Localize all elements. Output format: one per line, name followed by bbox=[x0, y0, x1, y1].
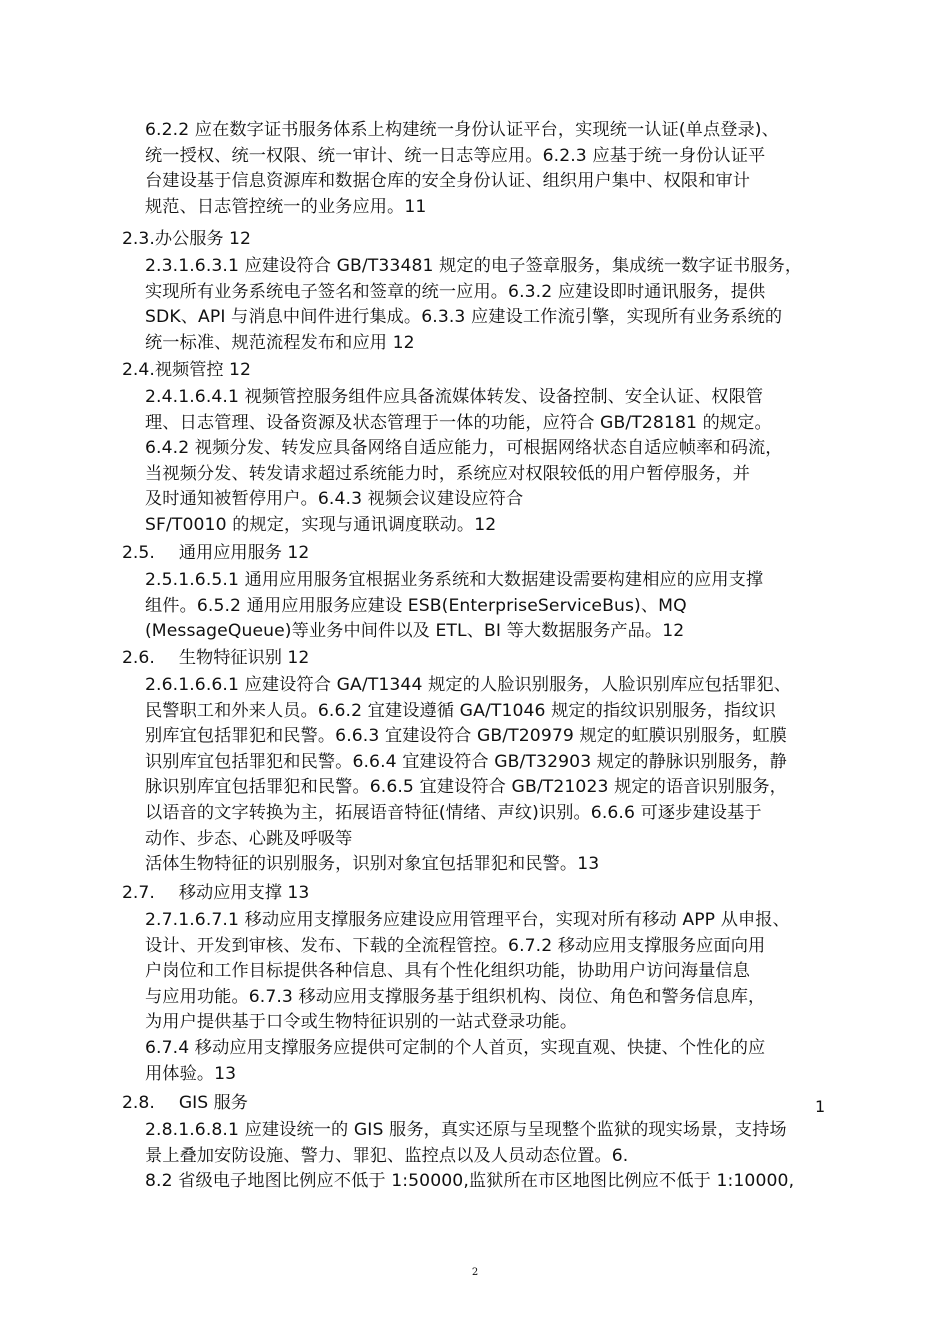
heading-number: 2.3. bbox=[122, 229, 155, 249]
text-line: SDK、API 与消息中间件进行集成。6.3.3 应建设工作流引擎，实现所有业务系统的 bbox=[145, 307, 783, 328]
text-line: (MessageQueue)等业务中间件以及 ETL、BI 等大数据服务产品。12 bbox=[145, 621, 685, 642]
heading-title: GIS 服务 bbox=[178, 1093, 248, 1113]
heading-title: 办公服务 12 bbox=[154, 229, 251, 249]
paragraph-2-7-1 bbox=[145, 908, 880, 1087]
paragraph-2-3-1 bbox=[145, 254, 880, 356]
text-line: 当视频分发、转发请求超过系统能力时，系统应对权限较低的用户暂停服务，并 bbox=[145, 463, 751, 484]
heading-number: 2.7. bbox=[122, 883, 155, 903]
text-line: 2.4.1.6.4.1 视频管控服务组件应具备流媒体转发、设备控制、安全认证、权限管 bbox=[145, 387, 764, 407]
text-line: 实现所有业务系统电子签名和签章的统一应用。6.3.2 应建设即时通讯服务，提供 bbox=[145, 281, 766, 302]
text-line: 用体验。13 bbox=[145, 1063, 237, 1084]
text-line: 统一授权、统一权限、统一审计、统一日志等应用。6.2.3 应基于统一身份认证平 bbox=[145, 145, 766, 166]
text-line: 规范、日志管控统一的业务应用。11 bbox=[145, 196, 427, 217]
text-line: 2.8.1.6.8.1 应建设统一的 GIS 服务，真实还原与呈现整个监狱的现实场景，支持场 bbox=[145, 1120, 787, 1140]
paragraph-2-6-1 bbox=[145, 673, 880, 878]
page-number: 2 bbox=[471, 1267, 479, 1278]
text-line: 民警职工和外来人员。6.6.2 宜建设遵循 GA/T1046 规定的指纹识别服务，指纹识 bbox=[145, 700, 776, 721]
text-line: 景上叠加安防设施、警力、罪犯、监控点以及人员动态位置。6. bbox=[145, 1145, 629, 1166]
heading-number: 2.5. bbox=[122, 543, 155, 563]
text-line: SF/T0010 的规定，实现与通讯调度联动。12 bbox=[145, 514, 497, 535]
text-line: 脉识别库宜包括罪犯和民警。6.6.5 宜建设符合 GB/T21023 规定的语音识别服务， bbox=[145, 777, 787, 798]
heading-2-6 bbox=[122, 646, 309, 672]
paragraph-2-4-1 bbox=[145, 385, 880, 539]
heading-title: 视频管控 12 bbox=[154, 360, 251, 380]
text-line: 6.4.2 视频分发、转发应具备网络自适应能力，可根据网络状态自适应帧率和码流， bbox=[145, 438, 783, 459]
text-line: 动作、步态、心跳及呼吸等 bbox=[145, 828, 353, 849]
text-line: 2.5.1.6.5.1 通用应用服务宜根据业务系统和大数据建设需要构建相应的应用支撑 bbox=[145, 570, 764, 590]
paragraph-2-8-1 bbox=[145, 1118, 880, 1195]
text-line: 2.7.1.6.7.1 移动应用支撑服务应建设应用管理平台，实现对所有移动 APP 从申报、 bbox=[145, 910, 790, 930]
heading-number: 2.8. bbox=[122, 1093, 155, 1113]
text-line: 6.7.4 移动应用支撑服务应提供可定制的个人首页，实现直观、快捷、个性化的应 bbox=[145, 1037, 766, 1058]
text-line: 组件。6.5.2 通用应用服务应建设 ESB(EnterpriseServiceBus)、MQ bbox=[145, 595, 687, 616]
footnote-marker: 1 bbox=[815, 1097, 826, 1116]
text-line: 与应用功能。6.7.3 移动应用支撑服务基于组织机构、岗位、角色和警务信息库， bbox=[145, 986, 766, 1007]
text-line: 及时通知被暂停用户。6.4.3 视频会议建设应符合 bbox=[145, 489, 524, 510]
heading-2-4 bbox=[122, 358, 251, 384]
paragraph-2-5-1 bbox=[145, 568, 880, 645]
text-line: 6.2.2 应在数字证书服务体系上构建统一身份认证平台，实现统一认证(单点登录)、 bbox=[145, 120, 779, 140]
heading-2-3 bbox=[122, 227, 251, 253]
heading-2-7 bbox=[122, 881, 309, 907]
heading-number: 2.4. bbox=[122, 360, 155, 380]
heading-title: 生物特征识别 12 bbox=[178, 648, 310, 668]
heading-title: 通用应用服务 12 bbox=[178, 543, 310, 563]
text-line: 活体生物特征的识别服务，识别对象宜包括罪犯和民警。13 bbox=[145, 854, 600, 875]
text-line: 统一标准、规范流程发布和应用 12 bbox=[145, 332, 415, 353]
heading-2-8 bbox=[122, 1091, 248, 1117]
paragraph-6-2 bbox=[145, 118, 880, 220]
text-line: 户岗位和工作目标提供各种信息、具有个性化组织功能，协助用户访问海量信息 bbox=[145, 961, 751, 982]
heading-2-5 bbox=[122, 541, 309, 567]
text-line: 台建设基于信息资源库和数据仓库的安全身份认证、组织用户集中、权限和审计 bbox=[145, 171, 751, 192]
text-line: 识别库宜包括罪犯和民警。6.6.4 宜建设符合 GB/T32903 规定的静脉识别服务，静 bbox=[145, 751, 787, 772]
text-line: 别库宜包括罪犯和民警。6.6.3 宜建设符合 GB/T20979 规定的虹膜识别服务，虹膜 bbox=[145, 726, 787, 747]
text-line: 8.2 省级电子地图比例应不低于 1:50000,监狱所在市区地图比例应不低于 1:10000, bbox=[145, 1171, 795, 1192]
text-line: 以语音的文字转换为主，拓展语音特征(情绪、声纹)识别。6.6.6 可逐步建设基于 bbox=[145, 802, 762, 823]
text-line: 为用户提供基于口令或生物特征识别的一站式登录功能。 bbox=[145, 1012, 578, 1033]
text-line: 2.3.1.6.3.1 应建设符合 GB/T33481 规定的电子签章服务，集成统一数字证书服务， bbox=[145, 256, 803, 276]
heading-title: 移动应用支撑 13 bbox=[178, 883, 310, 903]
text-line: 理、日志管理、设备资源及状态管理于一体的功能，应符合 GB/T28181 的规定。 bbox=[145, 412, 772, 433]
text-line: 2.6.1.6.6.1 应建设符合 GA/T1344 规定的人脸识别服务，人脸识别库应包括罪犯、 bbox=[145, 675, 792, 695]
heading-number: 2.6. bbox=[122, 648, 155, 668]
text-line: 设计、开发到审核、发布、下载的全流程管控。6.7.2 移动应用支撑服务应面向用 bbox=[145, 935, 766, 956]
